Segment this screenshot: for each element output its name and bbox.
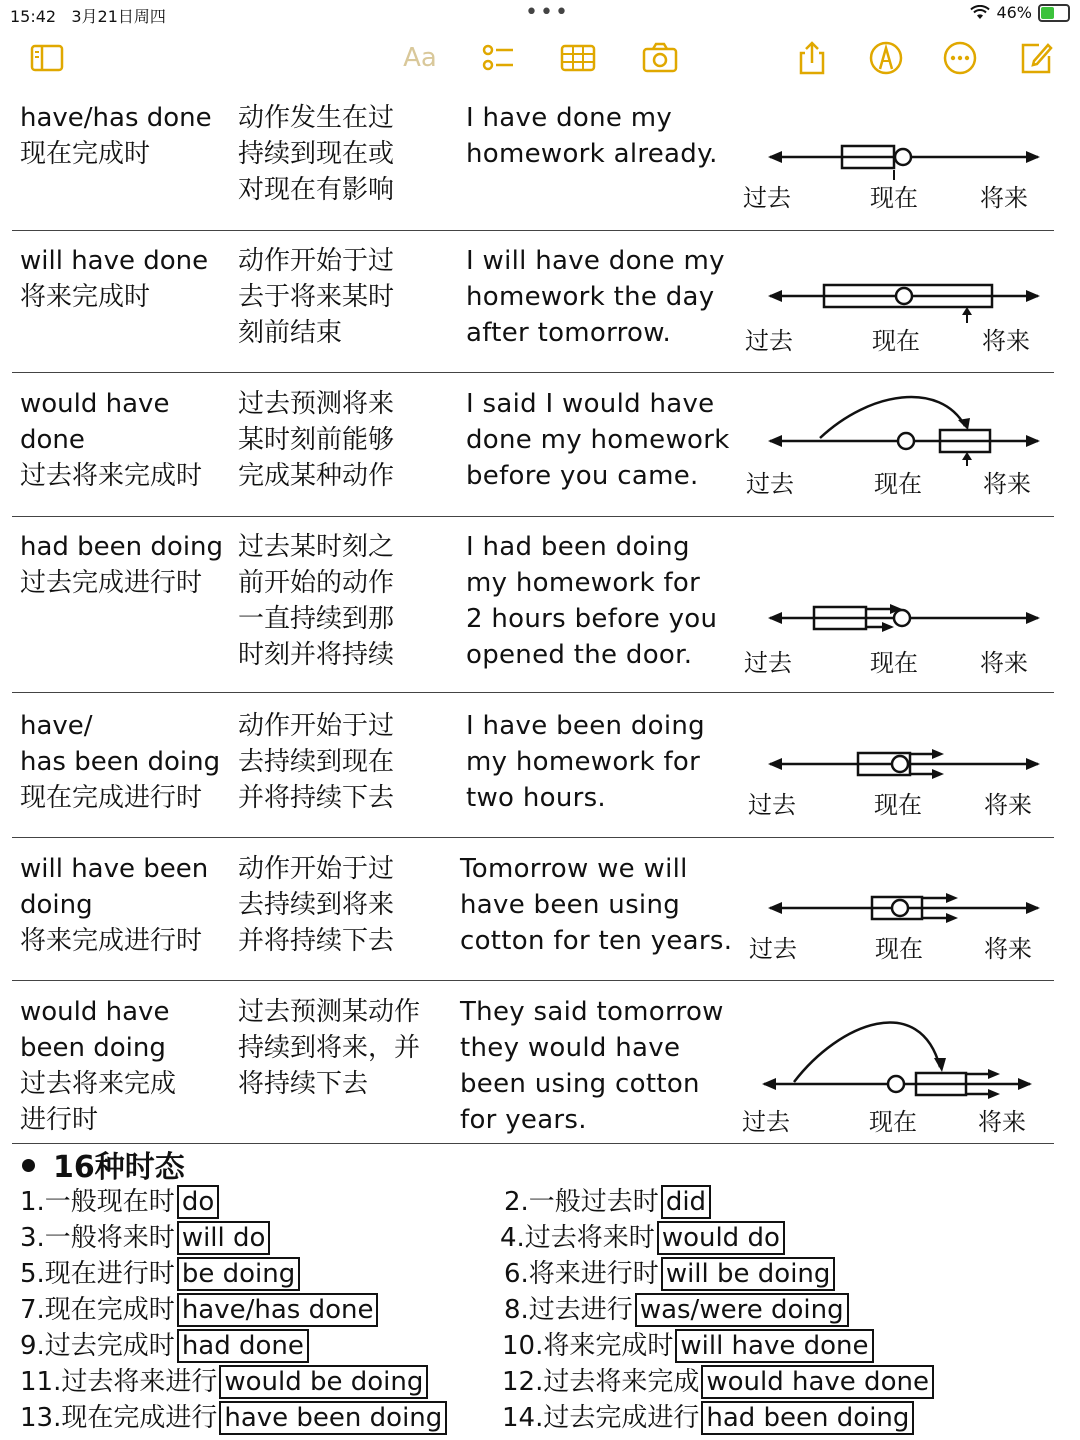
status-right xyxy=(970,3,1070,22)
checklist-icon[interactable] xyxy=(476,36,520,80)
row-meaning: 动作开始于过 去持续到现在 并将持续下去 xyxy=(238,711,395,813)
label-future: 将来 xyxy=(982,327,1030,355)
label-past: 过去 xyxy=(746,470,794,498)
tense-item-6: 6.将来进行时 will be doing xyxy=(504,1258,835,1290)
tense-form-box: was/were doing xyxy=(635,1293,849,1327)
label-future: 将来 xyxy=(980,184,1028,212)
row-form: will have been doing 将来完成进行时 xyxy=(20,854,209,956)
label-past: 过去 xyxy=(749,935,797,963)
row-form: have/ has been doing 现在完成进行时 xyxy=(20,711,221,813)
row-divider xyxy=(12,516,1054,517)
label-future: 将来 xyxy=(980,649,1028,677)
markup-pen-icon[interactable] xyxy=(864,36,908,80)
label-future: 将来 xyxy=(984,935,1032,963)
row-form: will have done 将来完成时 xyxy=(20,246,209,312)
sidebar-toggle-icon[interactable] xyxy=(25,36,69,80)
label-past: 过去 xyxy=(748,791,796,819)
tense-item-10: 10.将来完成时 will have done xyxy=(502,1330,874,1362)
timeline-diagram xyxy=(740,587,1050,707)
row-meaning: 过去某时刻之 前开始的动作 一直持续到那 时刻并将持续 xyxy=(238,532,395,670)
row-example: I will have done my homework the day after tomorrow. xyxy=(466,246,725,348)
tense-item-5: 5.现在进行时 be doing xyxy=(20,1258,300,1290)
row-form: have/has done 现在完成时 xyxy=(20,103,212,169)
tense-item-1: 1.一般现在时 do xyxy=(20,1186,219,1218)
row-example: Tomorrow we will have been using cotton for ten years. xyxy=(460,854,733,956)
tense-form-box: will have done xyxy=(675,1329,873,1363)
notes-toolbar xyxy=(0,36,1080,86)
row-divider xyxy=(12,372,1054,373)
tense-item-7: 7.现在完成时 have/has done xyxy=(20,1294,378,1326)
row-meaning: 动作开始于过 去于将来某时 刻前结束 xyxy=(238,246,395,348)
label-past: 过去 xyxy=(743,184,791,212)
row-form: would have been doing 过去将来完成 进行时 xyxy=(20,997,177,1135)
row-meaning: 动作发生在过 持续到现在或 对现在有影响 xyxy=(238,103,395,205)
share-icon[interactable] xyxy=(790,36,834,80)
wifi-icon xyxy=(970,5,990,21)
tense-form-box: will be doing xyxy=(661,1257,836,1291)
tense-form-box: be doing xyxy=(177,1257,300,1291)
multitask-dots[interactable]: ••• xyxy=(525,0,570,25)
label-present: 现在 xyxy=(874,791,922,819)
battery-icon xyxy=(1038,4,1070,22)
row-example: I have been doing my homework for two hours. xyxy=(466,711,705,813)
tense-item-14: 14.过去完成进行 had been doing xyxy=(502,1402,914,1434)
row-meaning: 过去预测某动作 持续到将来，并 将持续下去 xyxy=(238,997,421,1099)
section-title: 16种时态 xyxy=(22,1142,185,1186)
tense-form-box: would have done xyxy=(701,1365,934,1399)
timeline-diagram xyxy=(740,722,1050,842)
tense-item-9: 9.过去完成时 had done xyxy=(20,1330,309,1362)
row-meaning: 过去预测将来 某时刻前能够 完成某种动作 xyxy=(238,389,395,491)
tense-form-box: have been doing xyxy=(219,1401,447,1435)
label-future: 将来 xyxy=(983,470,1031,498)
timeline-diagram xyxy=(740,100,1050,220)
row-meaning: 动作开始于过 去持续到将来 并将持续下去 xyxy=(238,854,395,956)
label-present: 现在 xyxy=(874,470,922,498)
tense-form-box: would do xyxy=(657,1221,785,1255)
label-present: 现在 xyxy=(870,184,918,212)
tense-item-12: 12.过去将来完成 would have done xyxy=(502,1366,934,1398)
battery-percent: 46% xyxy=(996,3,1032,22)
tense-item-8: 8.过去进行 was/were doing xyxy=(504,1294,849,1326)
tense-form-box: have/has done xyxy=(177,1293,379,1327)
label-past: 过去 xyxy=(745,327,793,355)
text-format-button[interactable]: Aa xyxy=(403,43,437,73)
row-form: would have done 过去将来完成时 xyxy=(20,389,203,491)
label-past: 过去 xyxy=(742,1108,790,1136)
camera-icon[interactable] xyxy=(638,36,682,80)
tense-item-13: 13.现在完成进行 have been doing xyxy=(20,1402,447,1434)
tense-form-box: did xyxy=(661,1185,711,1219)
tense-form-box: would be doing xyxy=(219,1365,428,1399)
label-past: 过去 xyxy=(744,649,792,677)
row-example: I said I would have done my homework before you came. xyxy=(466,389,730,491)
timeline-diagram xyxy=(740,243,1050,363)
tense-item-2: 2.一般过去时 did xyxy=(504,1186,711,1218)
tense-form-box: had done xyxy=(177,1329,309,1363)
more-options-icon[interactable] xyxy=(938,36,982,80)
timeline-diagram xyxy=(740,1012,1050,1152)
label-present: 现在 xyxy=(872,327,920,355)
compose-note-icon[interactable] xyxy=(1014,36,1058,80)
status-time: 15:42 3月21日周四 xyxy=(10,7,166,26)
row-form: had been doing 过去完成进行时 xyxy=(20,532,224,598)
label-present: 现在 xyxy=(875,935,923,963)
label-present: 现在 xyxy=(869,1108,917,1136)
label-future: 将来 xyxy=(978,1108,1026,1136)
timeline-diagram xyxy=(740,866,1050,986)
tense-form-box: will do xyxy=(177,1221,271,1255)
row-divider xyxy=(12,230,1054,231)
tense-item-4: 4.过去将来时 would do xyxy=(500,1222,785,1254)
row-divider xyxy=(12,837,1054,838)
bullet-dot xyxy=(22,1159,35,1172)
row-example: They said tomorrow they would have been using cotton for years. xyxy=(460,997,724,1135)
row-divider xyxy=(12,692,1054,693)
tense-item-3: 3.一般将来时 will do xyxy=(20,1222,270,1254)
tense-item-11: 11.过去将来进行 would be doing xyxy=(20,1366,428,1398)
label-present: 现在 xyxy=(870,649,918,677)
label-future: 将来 xyxy=(984,791,1032,819)
tense-form-box: had been doing xyxy=(701,1401,914,1435)
tense-form-box: do xyxy=(177,1185,219,1219)
row-example: I have done my homework already. xyxy=(466,103,718,169)
row-divider xyxy=(12,980,1054,981)
status-bar xyxy=(0,0,1080,30)
row-example: I had been doing my homework for 2 hours before you opened the door. xyxy=(466,532,718,670)
table-icon[interactable] xyxy=(556,36,600,80)
timeline-diagram xyxy=(740,386,1050,506)
